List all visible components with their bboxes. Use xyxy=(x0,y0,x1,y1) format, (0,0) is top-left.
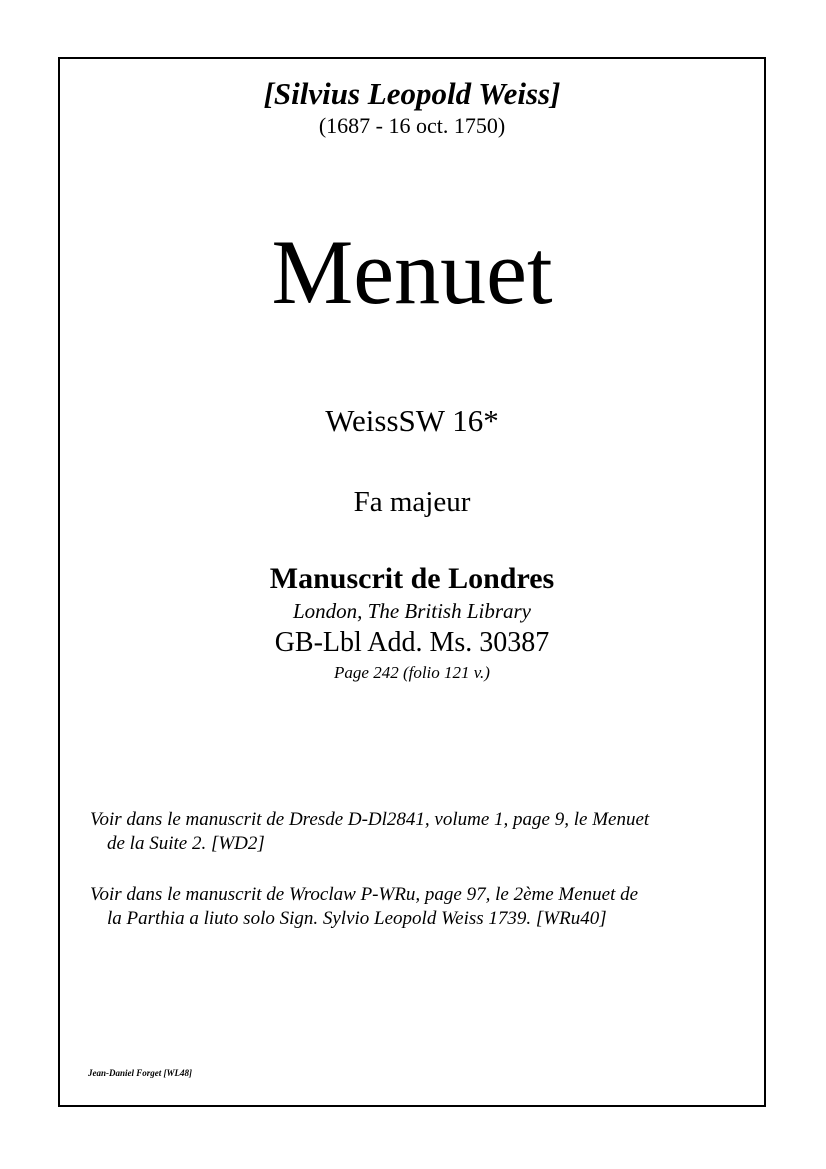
editor-credit: Jean-Daniel Forget [WL48] xyxy=(88,1068,192,1078)
note-line: la Parthia a liuto solo Sign. Sylvio Leopold Weiss 1739. [WRu40] xyxy=(107,908,607,929)
note-dresden xyxy=(90,808,760,856)
note-wroclaw xyxy=(90,883,760,931)
manuscript-title: Manuscrit de Londres xyxy=(269,562,555,595)
page-title: Menuet xyxy=(271,221,553,323)
composer-dates: (1687 - 16 oct. 1750) xyxy=(318,113,506,138)
library-name: London, The British Library xyxy=(292,599,532,623)
page-reference: Page 242 (folio 121 v.) xyxy=(334,663,490,682)
note-line: Voir dans le manuscrit de Wroclaw P-WRu, page 97, le 2ème Menuet de xyxy=(90,884,639,905)
note-line: de la Suite 2. [WD2] xyxy=(107,833,265,854)
composer-name: [Silvius Leopold Weiss] xyxy=(263,76,561,111)
catalog-number: WeissSW 16* xyxy=(325,403,499,438)
shelfmark: GB-Lbl Add. Ms. 30387 xyxy=(274,627,550,658)
musical-key: Fa majeur xyxy=(353,486,471,518)
note-line: Voir dans le manuscrit de Dresde D-Dl2841, volume 1, page 9, le Menuet xyxy=(90,809,650,830)
